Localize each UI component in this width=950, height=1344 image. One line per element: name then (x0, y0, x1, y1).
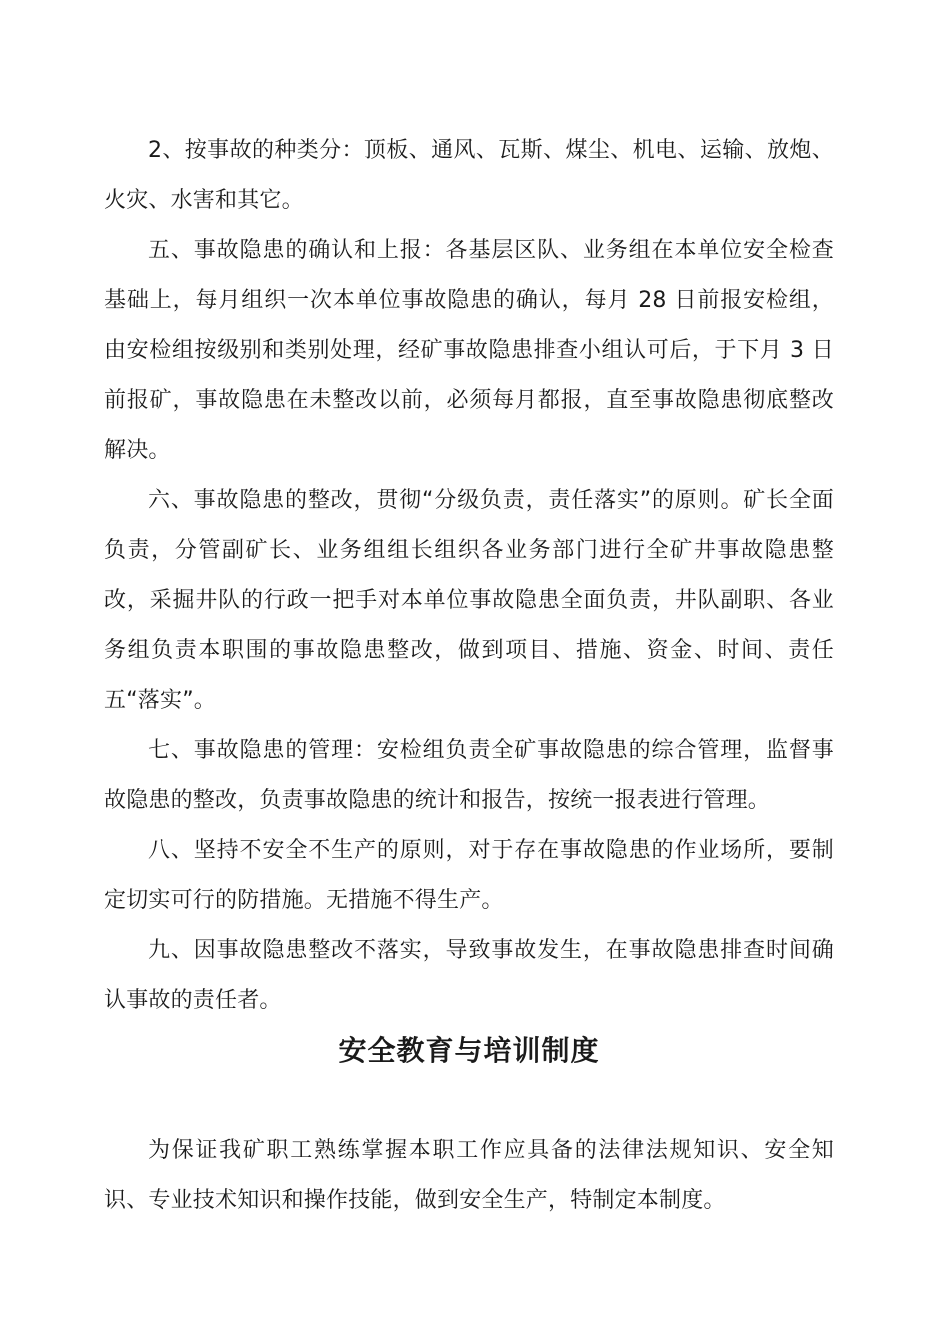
paragraph-accident-types: 2、按事故的种类分：顶板、通风、瓦斯、煤尘、机电、运输、放炮、火灾、水害和其它。 (104, 138, 834, 213)
paragraph-intro: 为保证我矿职工熟练掌握本职工作应具备的法律法规知识、安全知识、专业技术知识和操作技能，做到安全生产，特制定本制度。 (104, 1138, 834, 1213)
paragraph-section-5: 五、事故隐患的确认和上报：各基层区队、业务组在本单位安全检查基础上，每月组织一次本单位事故隐患的确认，每月 28 日前报安检组，由安检组按级别和类别处理，经矿事故隐患排查小组认可后，于下月 3 日前报矿，事故隐患在未整改以前，必须每月都报，直至事故隐患彻底整改解决。 (104, 238, 834, 463)
paragraph-section-7: 七、事故隐患的管理：安检组负责全矿事故隐患的综合管理，监督事故隐患的整改，负责事故隐患的统计和报告，按统一报表进行管理。 (104, 738, 834, 813)
paragraph-section-8: 八、坚持不安全不生产的原则，对于存在事故隐患的作业场所，要制定切实可行的防措施。无措施不得生产。 (104, 838, 834, 913)
document-page (104, 126, 834, 1226)
paragraph-section-6: 六、事故隐患的整改，贯彻“分级负责，责任落实”的原则。矿长全面负责，分管副矿长、业务组组长组织各业务部门进行全矿井事故隐患整改，采掘井队的行政一把手对本单位事故隐患全面负责，井队副职、各业务组负责本职围的事故隐患整改，做到项目、措施、资金、时间、责任五“落实”。 (104, 488, 834, 713)
paragraph-section-9: 九、因事故隐患整改不落实，导致事故发生，在事故隐患排查时间确认事故的责任者。 (104, 938, 834, 1013)
section-title: 安全教育与培训制度 (338, 1034, 600, 1067)
